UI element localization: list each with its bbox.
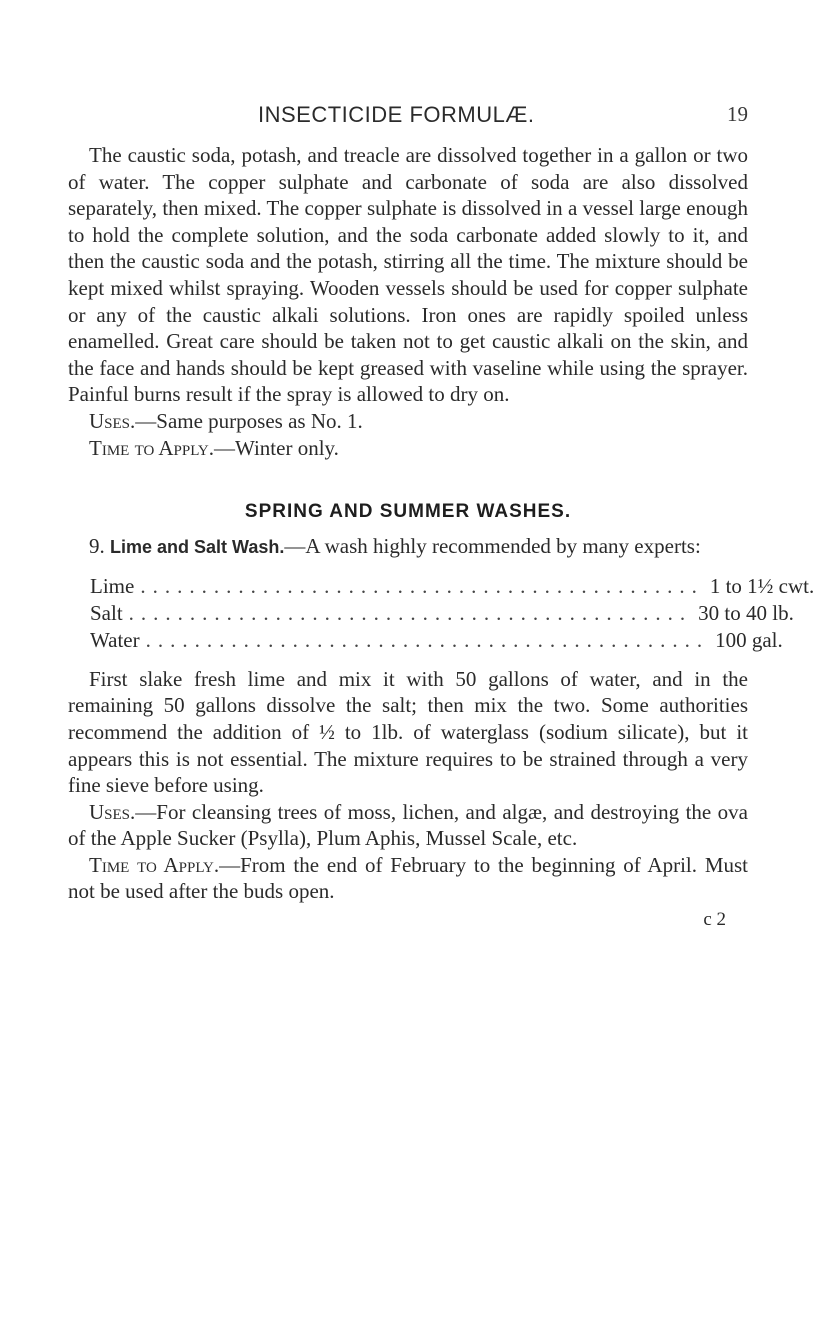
time-text: —Winter only. bbox=[213, 435, 339, 460]
time-paragraph-2 bbox=[68, 852, 748, 905]
uses-text: —Same purposes as No. 1. bbox=[135, 408, 363, 433]
body-text bbox=[68, 142, 814, 933]
paragraph-preparation: The caustic soda, potash, and treacle are dissolved together in a gallon or two of water. The copper sulphate and carbonate of soda are also dissolved separately, then mixed. The copper sulphate is dissolved in a vessel large enough to hold the complete solution, and the soda carbonate added slowly to it, and then the caustic soda and the potash, stirring all the time. The mixture should be kept mixed whilst spraying. Wooden vessels should be used for copper sulphate or any of the caustic alkali solutions. Iron ones are rapidly spoiled unless enamelled. Great care should be taken not to get caustic alkali on the skin, and the face and hands should be kept greased with vaseline while using the sprayer. Painful burns result if the spray is allowed to dry on. bbox=[68, 143, 748, 407]
leader-dots: .............................................. bbox=[128, 600, 693, 625]
recipe-ingredient: Water bbox=[90, 627, 140, 652]
recipe-ingredient: Salt bbox=[90, 600, 123, 625]
uses-label: Uses. bbox=[89, 799, 136, 824]
item-heading: Lime and Salt Wash. bbox=[110, 537, 285, 558]
recipe-quantity: 30 to 40 lb. bbox=[698, 600, 794, 625]
uses-text: —For cleansing trees of moss, lichen, and algæ, and destroying the ova of the Apple Sucker (Psylla), Plum Aphis, Mussel Scale, etc. bbox=[68, 799, 748, 851]
paragraph-method: First slake fresh lime and mix it with 50 gallons of water, and in the remaining 50 gallons dissolve the salt; then mix the two. Some authorities recommend the addition of ½ to 1lb. of waterglass (sodium silicate), but it appears this is not essential. The mixture requires to be strained through a very fine sieve before using. bbox=[68, 666, 748, 798]
page-number: 19 bbox=[727, 102, 748, 126]
running-title: INSECTICIDE FORMULÆ. bbox=[258, 102, 535, 127]
signature-mark: c 2 bbox=[703, 909, 726, 931]
time-label: Time to Apply. bbox=[89, 435, 214, 460]
leader-dots: .............................................. bbox=[145, 627, 710, 652]
section-heading: SPRING AND SUMMER WASHES. bbox=[244, 501, 572, 523]
leader-dots: .............................................. bbox=[140, 573, 704, 598]
uses-label: Uses. bbox=[89, 408, 136, 433]
time-paragraph-1 bbox=[68, 435, 748, 462]
item-number: 9. bbox=[89, 534, 105, 559]
recipe-quantity: 100 gal. bbox=[715, 627, 783, 652]
uses-paragraph-2 bbox=[68, 799, 748, 852]
uses-paragraph-1 bbox=[68, 408, 748, 435]
recipe-quantity: 1 to 1½ cwt. bbox=[709, 573, 814, 598]
item-intro-text: —A wash highly recommended by many experts: bbox=[284, 534, 701, 559]
recipe-row bbox=[90, 600, 794, 627]
item-9-intro bbox=[68, 533, 748, 561]
running-head bbox=[68, 102, 748, 132]
recipe-row bbox=[90, 627, 783, 654]
recipe-ingredient: Lime bbox=[90, 573, 135, 598]
recipe-table bbox=[90, 573, 814, 654]
time-label: Time to Apply. bbox=[89, 852, 220, 877]
recipe-row bbox=[90, 573, 814, 600]
time-text: —From the end of February to the beginning of April. Must not be used after the buds open. bbox=[68, 852, 748, 904]
